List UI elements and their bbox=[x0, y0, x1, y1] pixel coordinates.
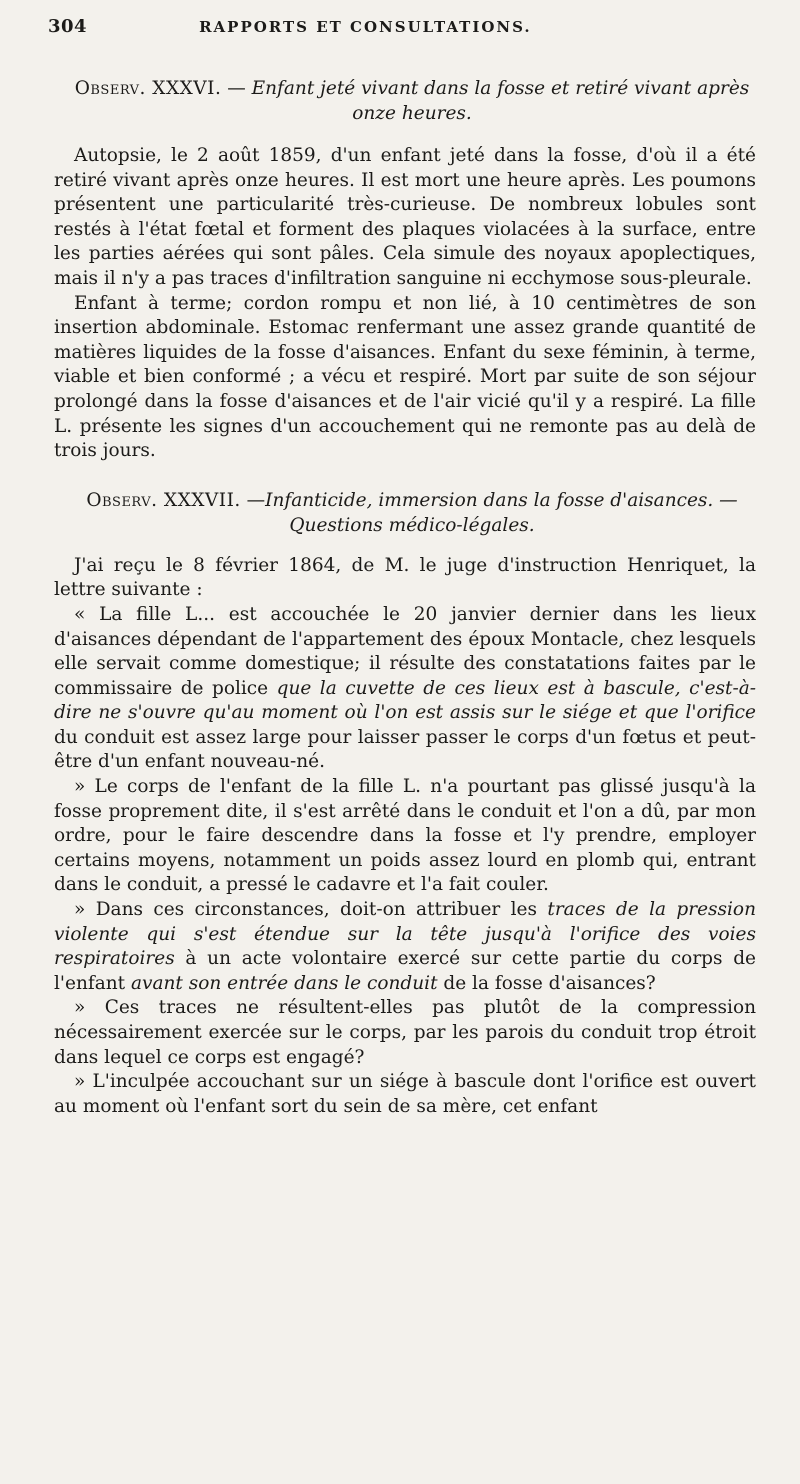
letter-text: du conduit est assez large pour laisser passer le corps d'un fœtus et peut-être d'un enfant nouveau-né. bbox=[54, 726, 756, 773]
observation-37-label: Observ. XXXVII. bbox=[86, 489, 241, 511]
letter-text: « La fille L... est accouchée le 20 janvier dernier dans les lieux d'aisances dépendant de l'appartement des époux Montacle, chez lesquels elle servait comme domestique; il résulte des constatations faites par le commissaire de police bbox=[54, 603, 756, 699]
observation-36-label: Observ. XXXVI. bbox=[74, 78, 222, 99]
observation-37-paragraph-4 bbox=[54, 898, 756, 996]
letter-emphasis: que la cuvette de ces lieux est à bascule, c'est-à-dire ne s'ouvre qu'au moment où l'on est assis sur le siége et que l'orifice bbox=[54, 677, 756, 724]
letter-emphasis: traces de la pression violente qui s'est étendue sur la tête jusqu'à l'orifice des voies respiratoires bbox=[54, 899, 756, 970]
observation-37-paragraph-2 bbox=[54, 603, 756, 775]
observation-37-paragraph-5: » Ces traces ne résultent-elles pas plutôt de la compression nécessairement exercée sur le corps, par les parois du conduit trop étroit dans lequel ce corps est engagé? bbox=[54, 997, 756, 1068]
letter-text: à un acte volontaire exercé sur cette partie du corps de l'enfant bbox=[54, 948, 756, 994]
book-page bbox=[48, 16, 756, 1466]
heading-dash: — bbox=[240, 489, 266, 511]
observation-36-heading bbox=[54, 76, 756, 126]
observation-36-paragraph-1: Autopsie, le 2 août 1859, d'un enfant jeté dans la fosse, d'où il a été retiré vivant après onze heures. Il est mort une heure après. Les poumons présentent une particularité très-curieuse. De nombreux lobules sont restés à l'état fœtal et forment des plaques violacées à la surface, entre les parties aérées qui sont pâles. Cela simule des noyaux apoplectiques, mais il n'y a pas traces d'infiltration sanguine ni ecchymose sous-pleurale. bbox=[54, 145, 756, 289]
heading-dash: — bbox=[221, 78, 252, 99]
observation-37-title: Infanticide, immersion dans la fosse d'aisances. — Questions médico-légales. bbox=[265, 489, 738, 536]
page-number: 304 bbox=[48, 16, 88, 37]
letter-emphasis: avant son entrée dans le conduit bbox=[130, 972, 438, 994]
running-head bbox=[48, 16, 756, 46]
observation-37-paragraph-1: J'ai reçu le 8 février 1864, de M. le juge d'instruction Henriquet, la lettre suivante : bbox=[54, 554, 756, 601]
observation-36-title: Enfant jeté vivant dans la fosse et retiré vivant après onze heures. bbox=[251, 78, 750, 124]
observation-37-paragraph-6: » L'inculpée accouchant sur un siége à bascule dont l'orifice est ouvert au moment où l'enfant sort du sein de sa mère, cet enfant bbox=[54, 1071, 756, 1117]
observation-37-heading bbox=[54, 488, 756, 538]
letter-text: » Dans ces circonstances, doit-on attribuer les bbox=[74, 899, 548, 921]
letter-text: de la fosse d'aisances? bbox=[437, 972, 656, 994]
observation-37-paragraph-3: » Le corps de l'enfant de la fille L. n'a pourtant pas glissé jusqu'à la fosse proprement dite, il s'est arrêté dans le conduit et l'on a dû, par mon ordre, pour le faire descendre dans la fosse et l'y prendre, employer certains moyens, notamment un poids assez lourd en plomb qui, entrant dans le conduit, a pressé le cadavre et l'a fait couler. bbox=[54, 776, 756, 896]
running-title: RAPPORTS ET CONSULTATIONS. bbox=[199, 18, 532, 36]
observation-36-paragraph-2: Enfant à terme; cordon rompu et non lié, à 10 centimètres de son insertion abdominale. Estomac renfermant une assez grande quantité de matières liquides de la fosse d'aisances. Enfant du sexe féminin, à terme, viable et bien conformé ; a vécu et respiré. Mort par suite de son séjour prolongé dans la fosse d'aisances et de l'air vicié qu'il y a respiré. La fille L. présente les signes d'un accouchement qui ne remonte pas au delà de trois jours. bbox=[54, 292, 756, 462]
